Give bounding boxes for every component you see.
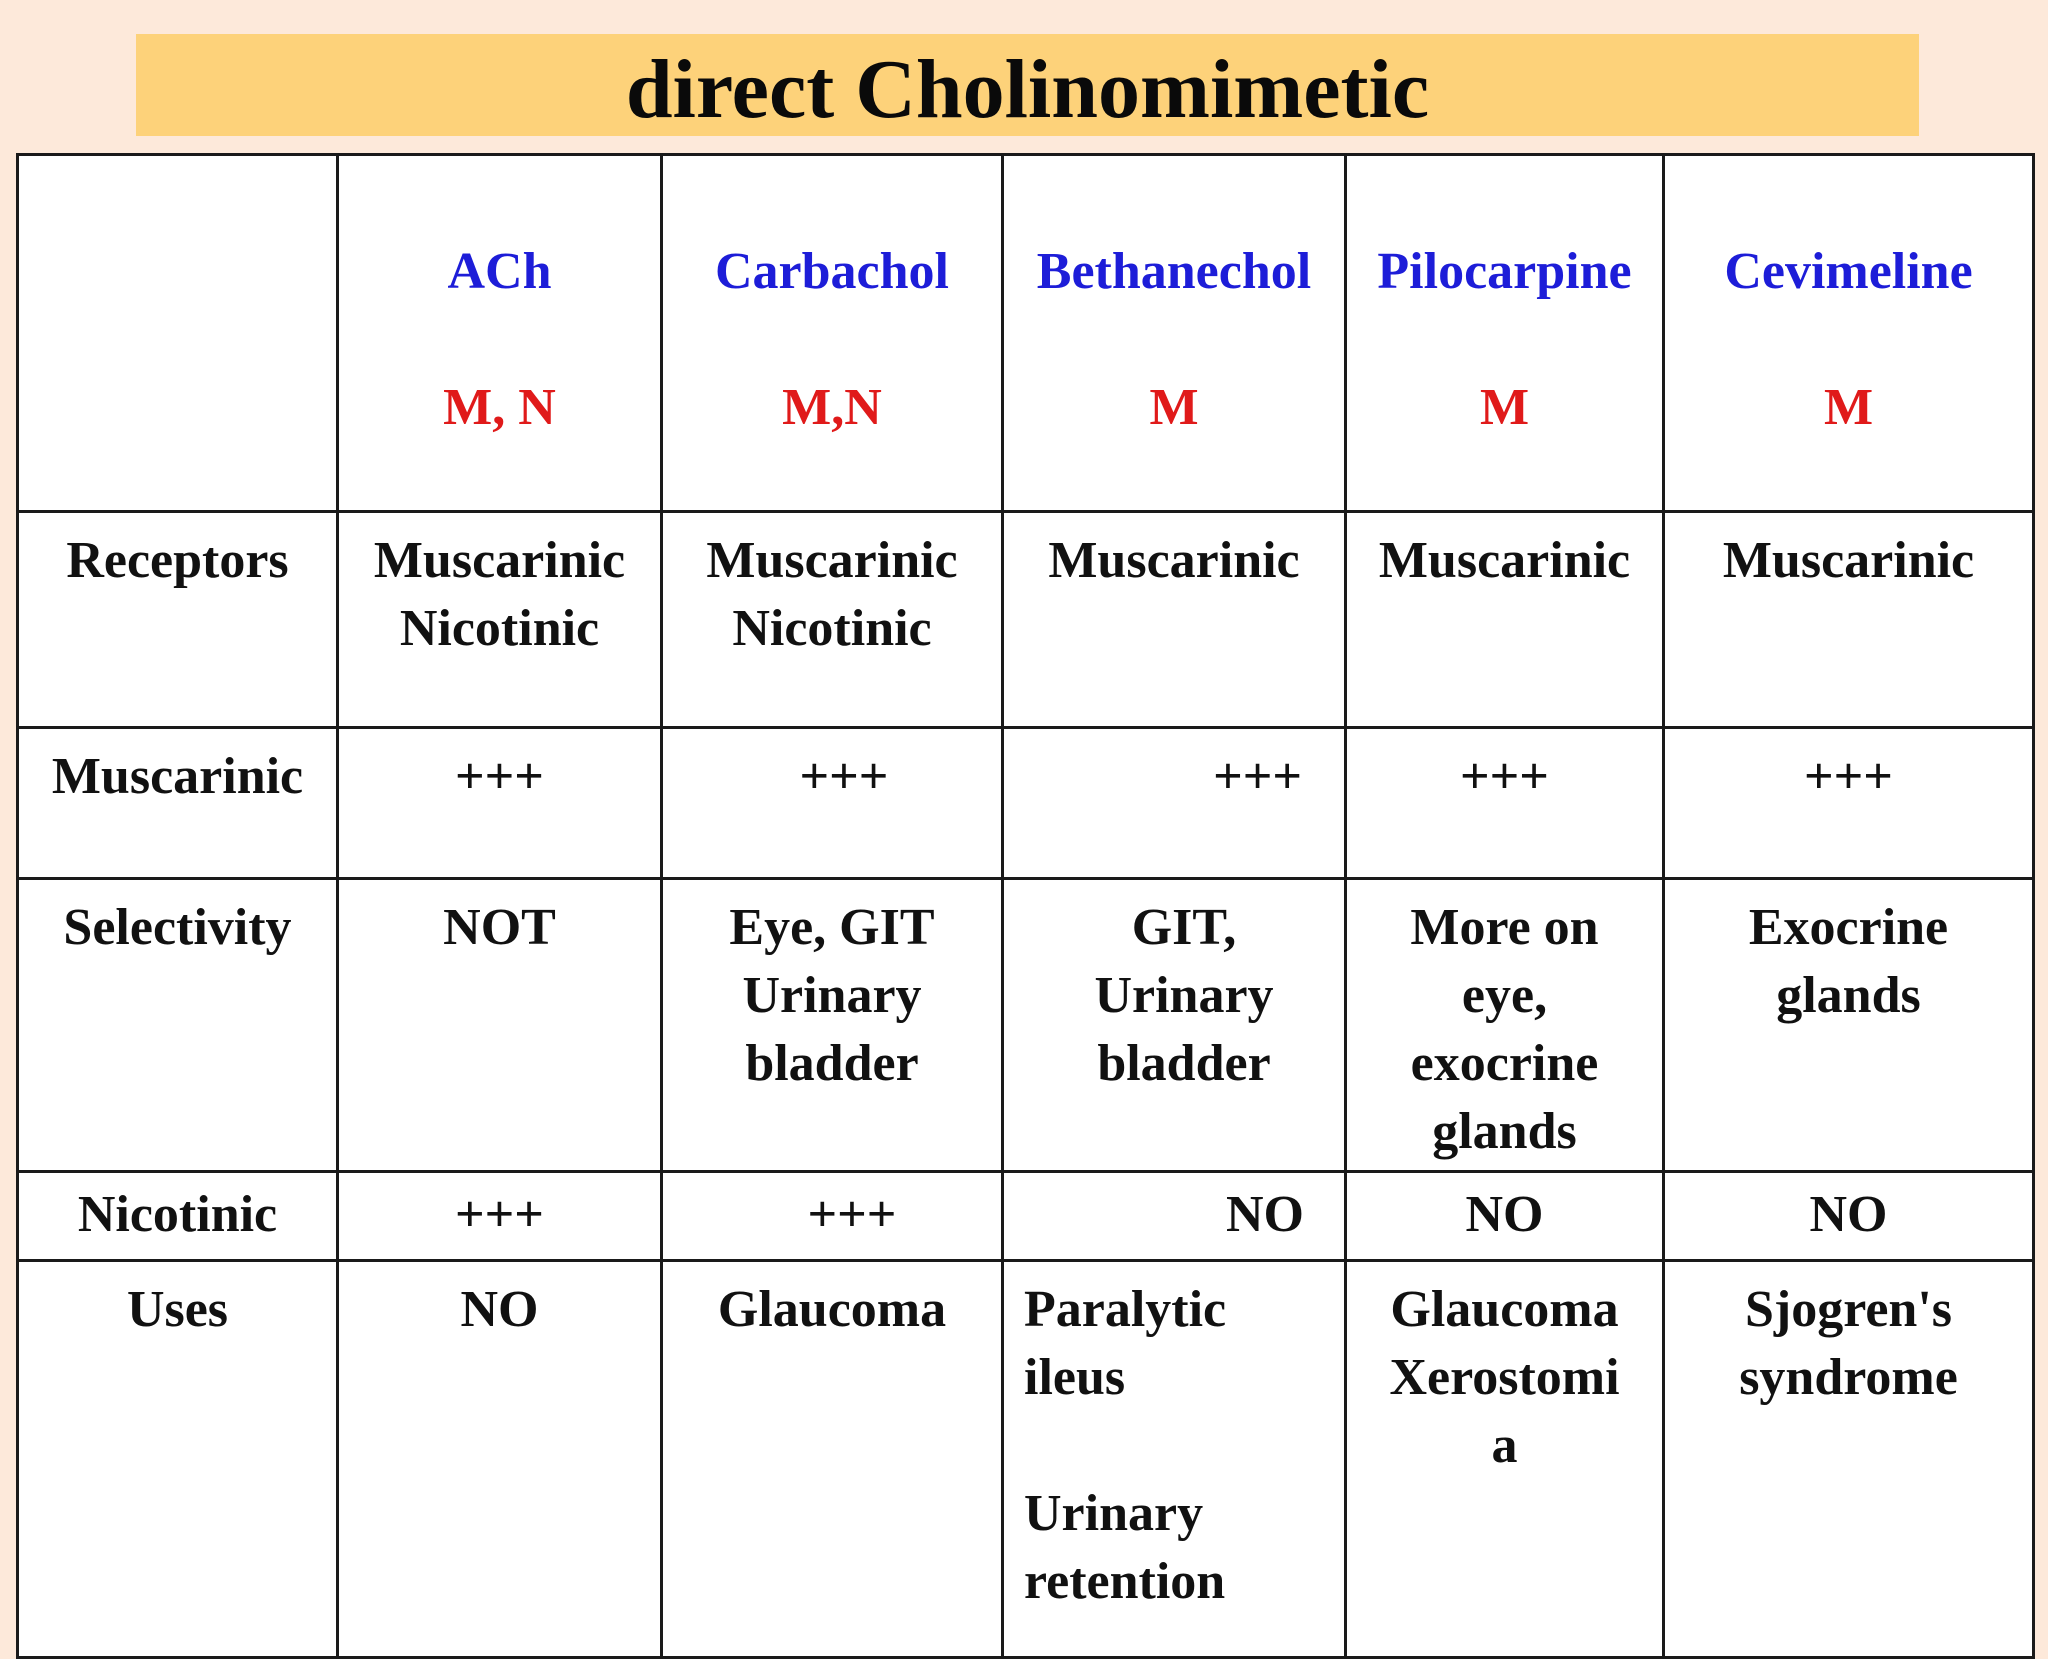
table-cell: +++ [662, 1172, 1003, 1261]
page-title: direct Cholinomimetic [625, 43, 1430, 136]
table-cell: Muscarinic [1003, 512, 1346, 728]
table-cell: Sjogren's syndrome [1664, 1261, 2034, 1658]
column-header-carbachol [662, 155, 1003, 512]
table-row-uses [18, 1261, 2034, 1658]
row-label: Muscarinic [18, 728, 338, 879]
table-cell: NO [1346, 1172, 1664, 1261]
receptor-type: M, N [443, 379, 556, 436]
table-row-muscarinic [18, 728, 2034, 879]
column-header-cevimeline [1664, 155, 2034, 512]
row-label: Selectivity [18, 879, 338, 1172]
table-cell: NO [338, 1261, 662, 1658]
receptor-type: M [1149, 379, 1199, 436]
table-cell: NOT [338, 879, 662, 1172]
row-label: Receptors [18, 512, 338, 728]
receptor-type: M [1479, 379, 1530, 436]
receptor-type: M [1823, 379, 1874, 436]
table-cell: NO [1664, 1172, 2034, 1261]
drug-name: ACh [447, 243, 552, 300]
column-header-pilocarpine [1346, 155, 1664, 512]
table-row-receptors [18, 512, 2034, 728]
table-cell: +++ [338, 1172, 662, 1261]
column-header-ach [338, 155, 662, 512]
table-cell: Muscarinic [1346, 512, 1664, 728]
header-row [18, 155, 2034, 512]
table-cell: Exocrine glands [1664, 879, 2034, 1172]
receptor-type: M,N [782, 379, 882, 436]
table-cell: +++ [1346, 728, 1664, 879]
row-label: Nicotinic [18, 1172, 338, 1261]
table-cell: +++ [662, 728, 1003, 879]
drug-name: Pilocarpine [1377, 243, 1632, 300]
table-cell: GIT, Urinary bladder [1003, 879, 1346, 1172]
drug-name: Bethanechol [1036, 243, 1312, 300]
corner-cell [18, 155, 338, 512]
row-label: Uses [18, 1261, 338, 1658]
drug-name: Carbachol [715, 243, 949, 300]
comparison-table [16, 153, 2035, 1659]
table-cell: More on eye, exocrine glands [1346, 879, 1664, 1172]
table-cell: +++ [338, 728, 662, 879]
table-cell: NO [1003, 1172, 1346, 1261]
column-header-bethanechol [1003, 155, 1346, 512]
table-row-selectivity [18, 879, 2034, 1172]
table-cell: +++ [1003, 728, 1346, 879]
table-cell: Glaucoma Xerostomi a [1346, 1261, 1664, 1658]
table-cell: Muscarinic Nicotinic [338, 512, 662, 728]
table-cell: Muscarinic Nicotinic [662, 512, 1003, 728]
table-cell: Glaucoma [662, 1261, 1003, 1658]
title-banner [136, 34, 1919, 136]
table-cell: Paralytic ileus Urinary retention [1003, 1261, 1346, 1658]
table-row-nicotinic [18, 1172, 2034, 1261]
table-cell: Eye, GIT Urinary bladder [662, 879, 1003, 1172]
drug-name: Cevimeline [1724, 243, 1973, 300]
table-cell: Muscarinic [1664, 512, 2034, 728]
table-cell: +++ [1664, 728, 2034, 879]
